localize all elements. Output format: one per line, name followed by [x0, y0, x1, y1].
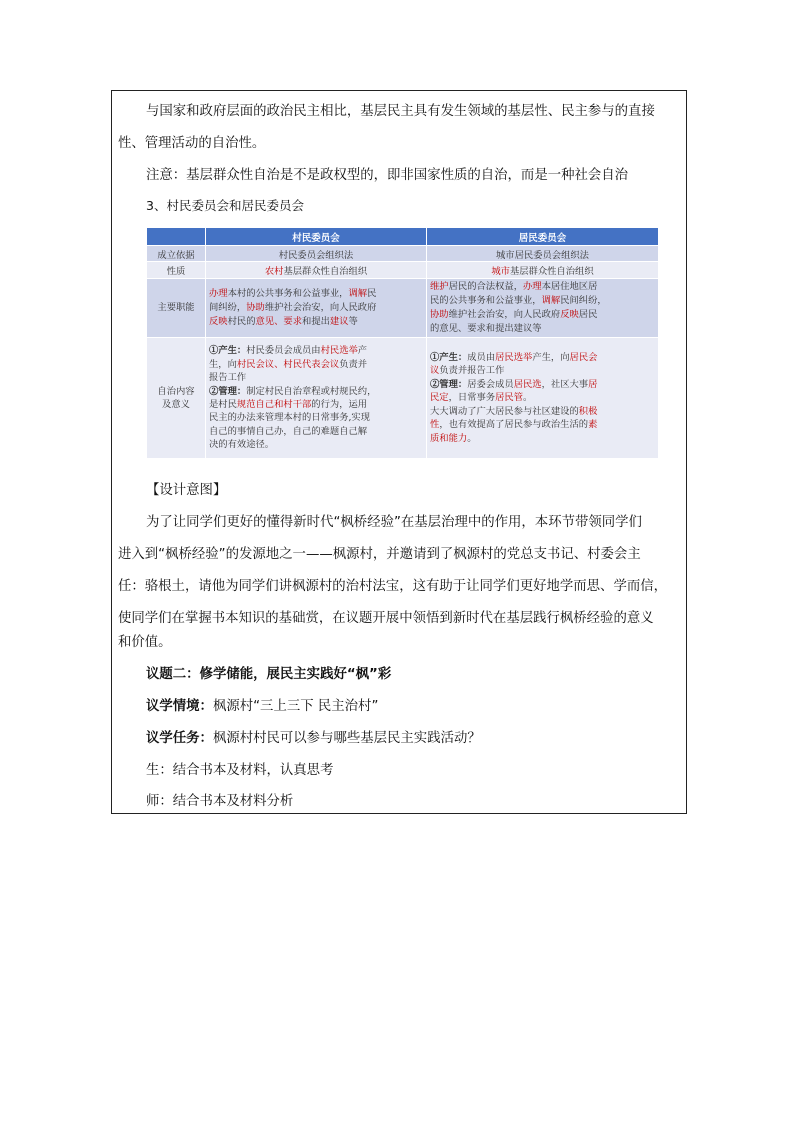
- design-line: 为了让同学们更好的懂得新时代“枫桥经验”在基层治理中的作用，本环节带领同学们: [146, 515, 642, 530]
- highlight-text: 办理: [209, 288, 228, 299]
- row-label: [147, 338, 206, 459]
- highlight-text: 建议: [329, 316, 349, 327]
- cell-text: 。: [467, 432, 477, 444]
- village-nature-cell: [206, 262, 427, 279]
- cell-text: ①产生：: [430, 352, 468, 364]
- cell-text: 民主的办法来管理本村的日常事务,实现: [209, 412, 371, 424]
- highlight-text: 居民管: [495, 392, 524, 404]
- highlight-text: 协助: [430, 309, 449, 320]
- table-row: [147, 279, 659, 338]
- cell-text: 成员由: [467, 352, 496, 364]
- cell-text: 产: [357, 345, 368, 357]
- cell-text: 居民: [578, 309, 598, 320]
- cell-text: 大大调动了广大居民参与社区建设的: [430, 405, 579, 417]
- highlight-text: 居民选举: [495, 352, 533, 364]
- cell-text: 民间纠纷，: [560, 295, 607, 306]
- cell-text: 本居住地区居: [541, 281, 598, 292]
- highlight-text: 积极: [578, 405, 598, 417]
- cell-text: 本村的公共事务和公益事业，: [227, 288, 349, 299]
- highlight-text: 城市: [491, 266, 510, 277]
- design-line: 进入到“枫桥经验”的发源地之一——枫源村，并邀请到了枫源村的党总支书记、村委会主: [118, 547, 641, 562]
- cell-text: 自己的事情自己办，自己的难题自己解: [209, 425, 368, 437]
- highlight-text: 调解: [541, 295, 561, 306]
- note-line: 注意：基层群众性自治是不是政权型的，即非国家性质的自治，而是一种社会自治: [146, 168, 629, 183]
- resident-autonomy-cell: [427, 338, 659, 459]
- cell-text: 居委会成员: [467, 378, 514, 390]
- table-row: [147, 338, 659, 459]
- task-text: 枫源村村民可以参与哪些基层民主实践活动？: [212, 731, 481, 746]
- design-line: 任：骆根土，请他为同学们讲枫源村的治村法宝，这有助于让同学们更好地学而思、学而信，: [118, 579, 668, 594]
- highlight-text: 村民会议、村民代表会议: [236, 358, 340, 370]
- resident-nature-cell: [427, 262, 659, 279]
- design-line: 和价值。: [118, 635, 172, 650]
- highlight-text: 居民会: [569, 352, 598, 364]
- row-label: 成立依据: [147, 246, 206, 262]
- cell-text: 制定村民自治章程或村规民约，: [246, 385, 377, 397]
- highlight-text: 意见、要求: [255, 316, 303, 327]
- cell-text: 民的公共事务和公益事业，: [430, 295, 542, 306]
- situation-label: 议学情境：: [146, 699, 213, 714]
- row-label: 主要职能: [147, 279, 206, 338]
- cell-text: 是村民: [209, 399, 237, 410]
- village-function-cell: [206, 279, 427, 338]
- highlight-text: 民定: [430, 392, 449, 404]
- cell-text: 和提出: [302, 316, 330, 327]
- cell-text: 的行为，运用: [311, 399, 368, 410]
- highlight-text: 规范自己和村干部: [236, 399, 312, 410]
- paragraph-line: 与国家和政府层面的政治民主相比，基层民主具有发生领域的基层性、民主参与的直接: [146, 104, 655, 119]
- cell-text: 村民的: [227, 316, 256, 327]
- cell-text: 等: [348, 316, 358, 327]
- cell-text: 的意见、要求和提出建议等: [430, 323, 542, 334]
- highlight-text: 议: [430, 365, 440, 377]
- committee-comparison-table: [146, 227, 659, 459]
- cell-text: ②管理：: [430, 378, 468, 390]
- cell-text: 基层群众性自治组织: [283, 266, 368, 277]
- cell-text: ①产生：: [209, 345, 247, 357]
- cell-text: 负责并: [339, 358, 368, 370]
- situation-text: 枫源村“三上三下 民主治村”: [212, 699, 379, 714]
- highlight-text: 居: [588, 378, 598, 390]
- resident-function-cell: [427, 279, 659, 338]
- cell-text: 维护社会治安，向人民政府: [264, 302, 377, 313]
- village-autonomy-cell: [206, 338, 427, 459]
- highlight-text: 居民选: [513, 378, 542, 390]
- col-header-village: 村民委员会: [206, 228, 427, 246]
- row-label-line: 自治内容: [157, 385, 195, 397]
- highlight-text: 农村: [264, 266, 284, 277]
- resident-basis-cell: 城市居民委员会组织法: [427, 246, 659, 262]
- highlight-text: 反映: [209, 316, 228, 327]
- cell-text: 决的有效途径。: [209, 439, 275, 451]
- highlight-text: 调解: [348, 288, 368, 299]
- col-header-resident: 居民委员会: [427, 228, 659, 246]
- cell-text: 负责并报告工作: [439, 365, 505, 377]
- highlight-text: 反映: [560, 309, 579, 320]
- paragraph-line: 性、管理活动的自治性。: [118, 136, 266, 151]
- highlight-text: 质和能力: [430, 432, 468, 444]
- highlight-text: 维护: [430, 281, 449, 292]
- row-label: 性质: [147, 262, 206, 279]
- cell-text: 间纠纷，: [209, 302, 247, 313]
- table-header-row: [147, 228, 659, 246]
- cell-text: ，也有效提高了居民参与政治生活的: [439, 419, 589, 431]
- table-row: [147, 262, 659, 279]
- task-label: 议学任务：: [146, 731, 213, 746]
- cell-text: ，日常事务: [448, 392, 496, 404]
- highlight-text: 村民选举: [320, 345, 358, 357]
- cell-text: 民: [367, 288, 377, 299]
- cell-text: 居民的合法权益，: [448, 281, 523, 292]
- cell-text: ②管理：: [209, 385, 247, 397]
- village-basis-cell: 村民委员会组织法: [206, 246, 427, 262]
- cell-text: 维护社会治安，向人民政府: [448, 309, 561, 320]
- cell-text: 产生，向: [532, 352, 570, 364]
- cell-text: 。: [523, 392, 533, 404]
- student-line: 生：结合书本及材料，认真思考: [146, 763, 334, 778]
- design-line: 使同学们在掌握书本知识的基础赏，在议题开展中领悟到新时代在基层践行枫桥经验的意义: [118, 611, 654, 626]
- cell-text: 报告工作: [209, 372, 247, 384]
- topic-title: 议题二：修学储能，展民主实践好“枫”彩: [146, 667, 392, 682]
- cell-text: 村民委员会成员由: [246, 345, 321, 357]
- cell-text: ，社区大事: [541, 378, 589, 390]
- highlight-text: 协助: [246, 302, 265, 313]
- teacher-line: 师：结合书本及材料分析: [146, 794, 294, 809]
- cell-text: 基层群众性自治组织: [509, 266, 594, 277]
- situation-line: [146, 697, 378, 717]
- table-corner: [147, 228, 206, 246]
- cell-text: 生，向: [209, 358, 237, 370]
- highlight-text: 素: [588, 419, 598, 431]
- row-label-line: 及意义: [162, 399, 190, 410]
- table-row: [147, 246, 659, 262]
- highlight-text: 办理: [523, 281, 542, 292]
- task-line: [146, 729, 481, 749]
- design-heading: 【设计意图】: [146, 483, 227, 498]
- highlight-text: 性: [430, 419, 440, 431]
- section-heading: 3、村民委员会和居民委员会: [146, 198, 304, 213]
